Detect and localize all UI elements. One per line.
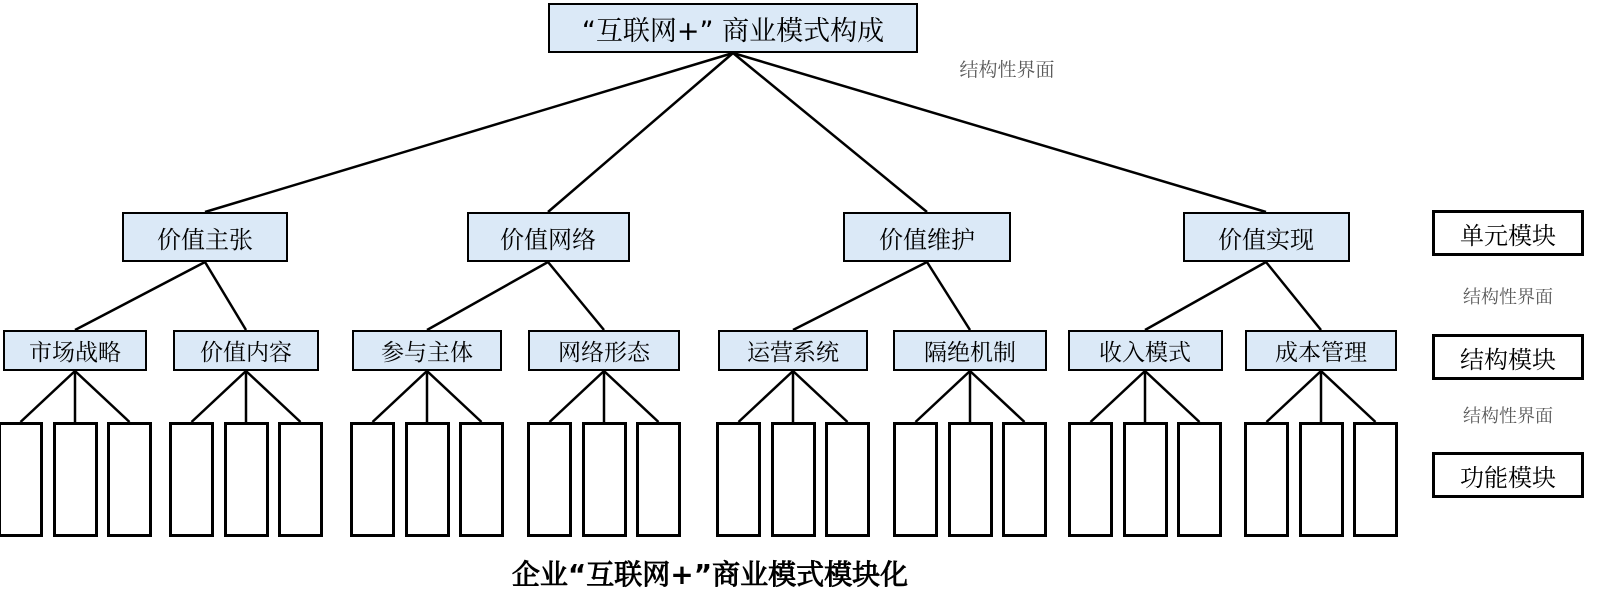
level1-node: 价值网络 <box>467 212 630 262</box>
function-slot <box>1353 422 1398 537</box>
function-slot <box>1068 422 1113 537</box>
root-node: “互联网+” 商业模式构成 <box>548 3 918 53</box>
legend-box-unit-module: 单元模块 <box>1432 210 1584 256</box>
level2-node: 收入模式 <box>1068 330 1223 371</box>
interface-label-middle: 结构性界面 <box>1463 287 1553 308</box>
function-slot <box>53 422 98 537</box>
function-slot <box>825 422 870 537</box>
level2-node: 价值内容 <box>173 330 319 371</box>
function-slot <box>1244 422 1289 537</box>
legend-box-function-module: 功能模块 <box>1432 452 1584 498</box>
function-slot <box>0 422 43 537</box>
function-slot <box>948 422 993 537</box>
function-slot <box>527 422 572 537</box>
function-slot <box>459 422 504 537</box>
interface-label-lower: 结构性界面 <box>1463 406 1553 427</box>
function-slot <box>771 422 816 537</box>
function-slot <box>405 422 450 537</box>
diagram-caption: 企业“互联网+”商业模式模块化 <box>511 558 909 591</box>
level1-node: 价值实现 <box>1183 212 1350 262</box>
function-slot <box>716 422 761 537</box>
legend-box-structure-module: 结构模块 <box>1432 334 1584 380</box>
function-slot <box>1002 422 1047 537</box>
level2-node: 网络形态 <box>528 330 680 371</box>
function-slot <box>893 422 938 537</box>
function-slot <box>350 422 395 537</box>
function-slot <box>278 422 323 537</box>
function-slot <box>169 422 214 537</box>
level2-node: 参与主体 <box>352 330 502 371</box>
interface-label-top: 结构性界面 <box>959 59 1055 81</box>
level2-node: 运营系统 <box>718 330 868 371</box>
function-slot <box>636 422 681 537</box>
level2-node: 隔绝机制 <box>893 330 1047 371</box>
function-slot <box>224 422 269 537</box>
level2-node: 成本管理 <box>1245 330 1397 371</box>
function-slot <box>1123 422 1168 537</box>
function-slot <box>582 422 627 537</box>
level2-node: 市场战略 <box>3 330 147 371</box>
function-slot <box>1177 422 1222 537</box>
function-slot <box>107 422 152 537</box>
function-slot <box>1299 422 1344 537</box>
level1-node: 价值维护 <box>843 212 1011 262</box>
level1-node: 价值主张 <box>122 212 288 262</box>
